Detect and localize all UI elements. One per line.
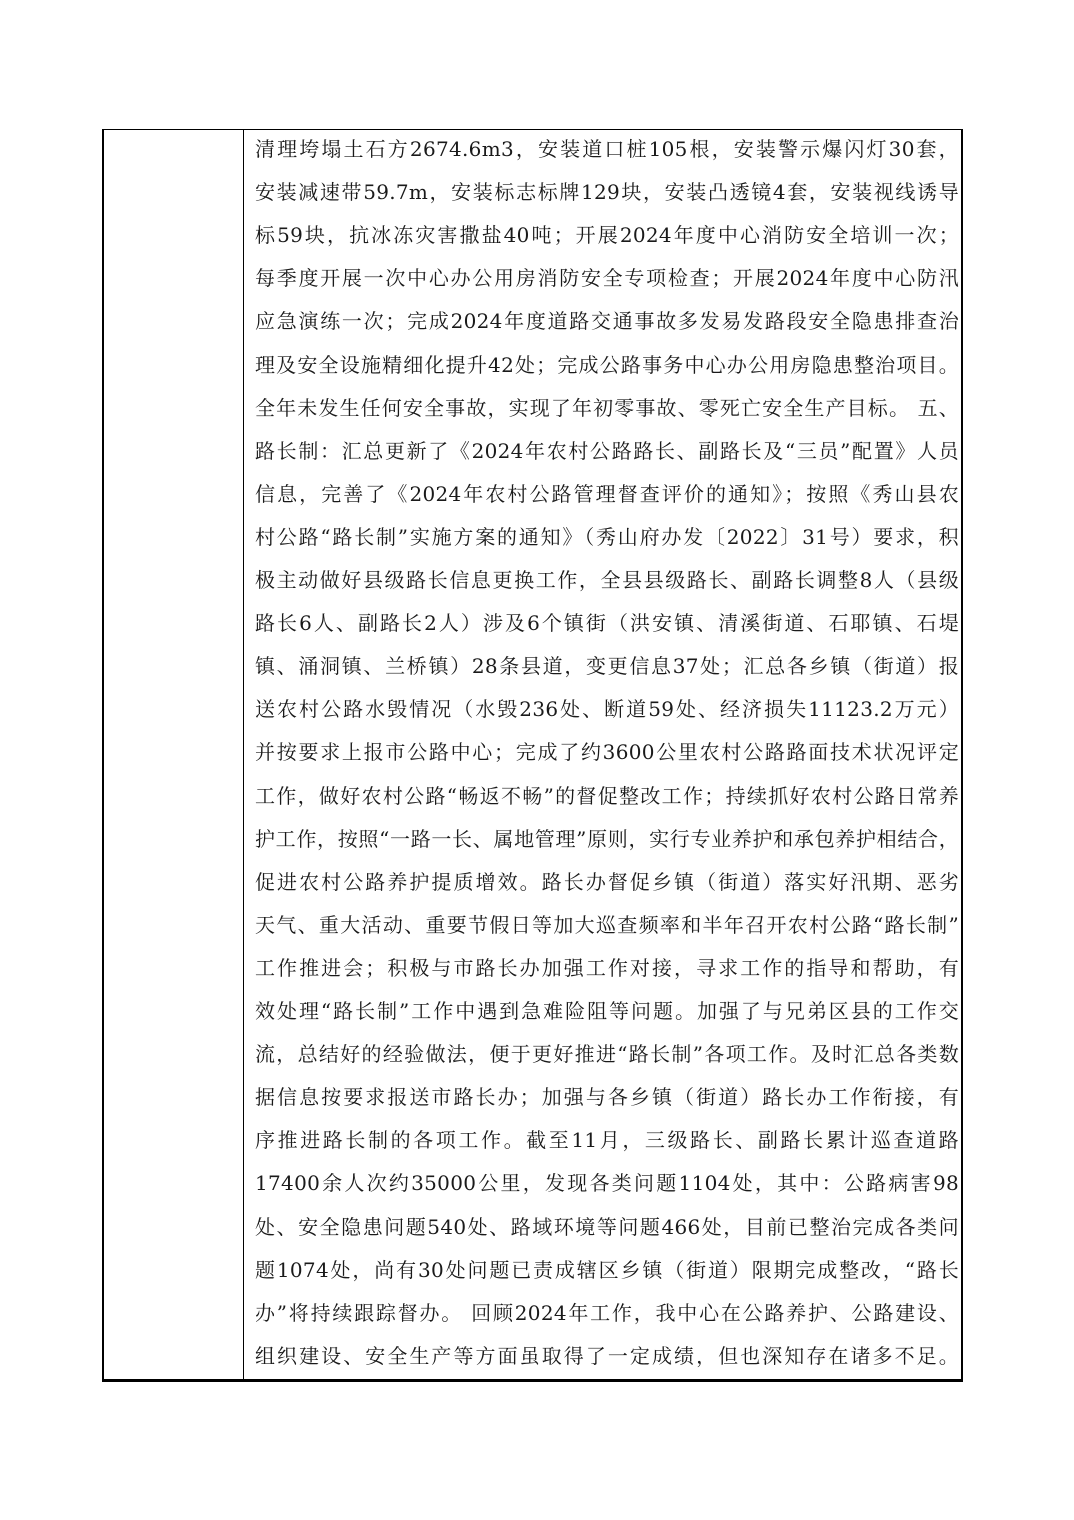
text-line: 路长制：汇总更新了《2024年农村公路路长、副路长及“三员”配置》人员 bbox=[255, 438, 959, 463]
text-line: 据信息按要求报送市路长办；加强与各乡镇（街道）路长办工作衔接，有 bbox=[255, 1085, 959, 1110]
text-line: 促进农村公路养护提质增效。路长办督促乡镇（街道）落实好汛期、恶劣 bbox=[255, 869, 959, 894]
text-line: 送农村公路水毁情况（水毁236处、断道59处、经济损失11123.2万元） bbox=[255, 697, 959, 722]
text-line: 极主动做好县级路长信息更换工作，全县县级路长、副路长调整8人（县级 bbox=[255, 568, 959, 592]
table-label-cell bbox=[104, 130, 244, 1379]
text-line: 村公路“路长制”实施方案的通知》（秀山府办发〔2022〕31号）要求，积 bbox=[255, 524, 959, 549]
text-line: 路长6人、副路长2人）涉及6个镇街（洪安镇、清溪街道、石耶镇、石堤 bbox=[255, 611, 959, 636]
text-line: 全年未发生任何安全事故，实现了年初零事故、零死亡安全生产目标。 五、 bbox=[255, 395, 959, 420]
report-table bbox=[102, 129, 963, 1382]
text-line: 理及安全设施精细化提升42处；完成公路事务中心办公用房隐患整治项目。 bbox=[255, 352, 959, 377]
text-line: 流，总结好的经验做法，便于更好推进“路长制”各项工作。及时汇总各类数 bbox=[255, 1042, 959, 1067]
text-line: 题1074处，尚有30处问题已责成辖区乡镇（街道）限期完成整改，“路长 bbox=[255, 1257, 959, 1282]
text-line: 处、安全隐患问题540处、路域环境等问题466处，目前已整治完成各类问 bbox=[255, 1214, 959, 1239]
text-line: 序推进路长制的各项工作。截至11月，三级路长、副路长累计巡查道路 bbox=[255, 1128, 959, 1153]
text-line: 信息，完善了《2024年农村公路管理督查评价的通知》；按照《秀山县农 bbox=[255, 481, 959, 506]
text-line: 每季度开展一次中心办公用房消防安全专项检查；开展2024年度中心防汛 bbox=[255, 266, 959, 291]
text-line: 17400余人次约35000公里，发现各类问题1104处，其中：公路病害98 bbox=[255, 1171, 959, 1196]
text-line: 效处理“路长制”工作中遇到急难险阻等问题。加强了与兄弟区县的工作交 bbox=[255, 999, 959, 1023]
text-line: 护工作，按照“一路一长、属地管理”原则，实行专业养护和承包养护相结合， bbox=[255, 826, 959, 851]
text-line: 镇、涌洞镇、兰桥镇）28条县道，变更信息37处；汇总各乡镇（街道）报 bbox=[255, 654, 959, 679]
text-line: 清理垮塌土石方2674.6m3，安装道口桩105根，安装警示爆闪灯30套， bbox=[255, 137, 959, 161]
table-content-cell bbox=[244, 130, 961, 1379]
text-line: 标59块，抗冰冻灾害撒盐40吨；开展2024年度中心消防安全培训一次； bbox=[255, 223, 959, 248]
text-line: 安装减速带59.7m，安装标志标牌129块，安装凸透镜4套，安装视线诱导 bbox=[255, 180, 959, 205]
text-line: 应急演练一次；完成2024年度道路交通事故多发易发路段安全隐患排查治 bbox=[255, 309, 959, 334]
text-line: 工作推进会；积极与市路长办加强工作对接，寻求工作的指导和帮助，有 bbox=[255, 955, 959, 980]
text-line: 办”将持续跟踪督办。 回顾2024年工作，我中心在公路养护、公路建设、 bbox=[255, 1300, 959, 1325]
text-line: 天气、重大活动、重要节假日等加大巡查频率和半年召开农村公路“路长制” bbox=[255, 912, 959, 937]
text-line: 工作，做好农村公路“畅返不畅”的督促整改工作；持续抓好农村公路日常养 bbox=[255, 783, 959, 808]
text-line: 并按要求上报市公路中心；完成了约3600公里农村公路路面技术状况评定 bbox=[255, 740, 959, 765]
text-line: 组织建设、安全生产等方面虽取得了一定成绩，但也深知存在诸多不足。 bbox=[255, 1343, 959, 1368]
